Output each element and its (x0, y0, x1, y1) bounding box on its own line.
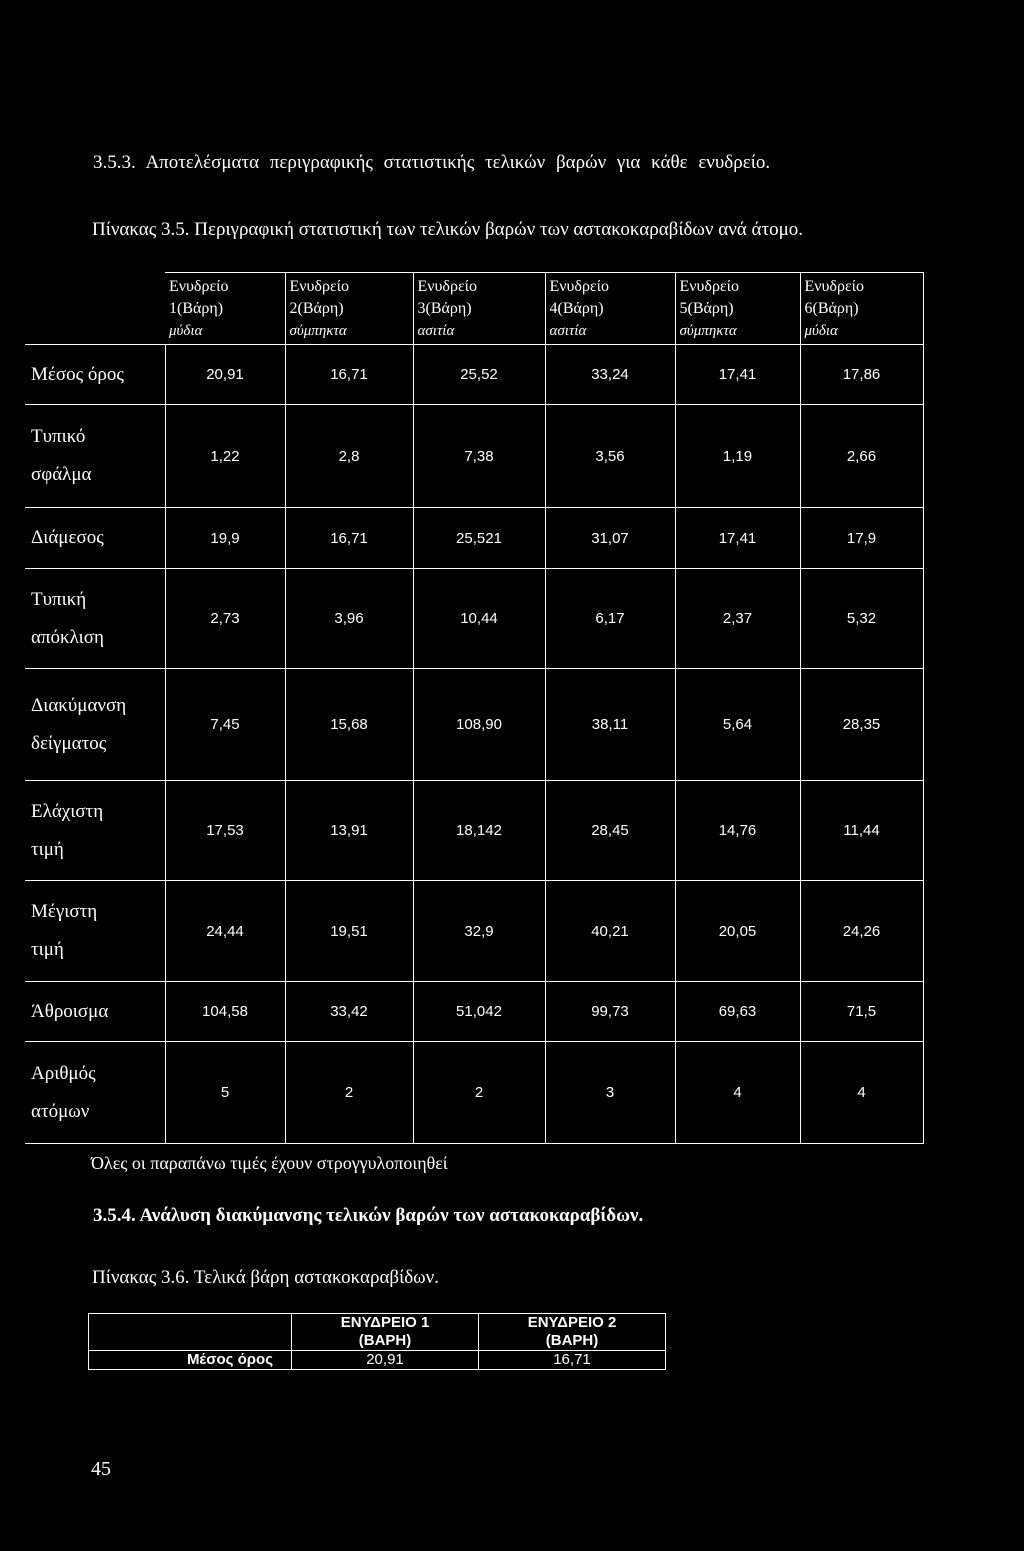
table-cell: 17,9 (800, 508, 923, 569)
table-cell: 4 (675, 1042, 800, 1144)
column-header-5: Ενυδρείο 5(Βάρη) σύμπηκτα (675, 273, 800, 345)
table-cell: 20,05 (675, 881, 800, 982)
rounding-note: Όλες οι παραπάνω τιμές έχουν στρογγυλοποιηθεί (91, 1153, 448, 1173)
table-cell: 20,91 (165, 345, 285, 405)
row-label: Μέγιστη τιμή (25, 881, 165, 982)
table-cell: 19,51 (285, 881, 413, 982)
table-cell: 17,41 (675, 345, 800, 405)
table-cell: 6,17 (545, 569, 675, 669)
table-row (25, 982, 923, 1042)
table-cell: 38,11 (545, 669, 675, 781)
table-cell: 2,37 (675, 569, 800, 669)
table-cell: 16,71 (285, 345, 413, 405)
column-header-2: Ενυδρείο 2(Βάρη) σύμπηκτα (285, 273, 413, 345)
table-cell: 24,26 (800, 881, 923, 982)
corner-cell (25, 273, 165, 345)
table-cell: 3,96 (285, 569, 413, 669)
table-cell: 17,53 (165, 781, 285, 881)
table-row (25, 1042, 923, 1144)
table-cell: 19,9 (165, 508, 285, 569)
table-cell: 28,35 (800, 669, 923, 781)
table-cell: 104,58 (165, 982, 285, 1042)
column-header-tank-1: ΕΝΥΔΡΕΙΟ 1 (ΒΑΡΗ) (292, 1314, 479, 1351)
table-cell: 13,91 (285, 781, 413, 881)
table-cell: 5,32 (800, 569, 923, 669)
table-row (25, 345, 923, 405)
column-header-3: Ενυδρείο 3(Βάρη) ασιτία (413, 273, 545, 345)
column-header-tank-2: ΕΝΥΔΡΕΙΟ 2 (ΒΑΡΗ) (479, 1314, 666, 1351)
row-label: Μέσος όρος (25, 345, 165, 405)
table-cell: 33,24 (545, 345, 675, 405)
corner-cell (89, 1314, 292, 1351)
row-label: Διακύμανση δείγματος (25, 669, 165, 781)
table-cell: 15,68 (285, 669, 413, 781)
table-cell: 16,71 (479, 1351, 666, 1370)
table-cell: 40,21 (545, 881, 675, 982)
row-label: Ελάχιστη τιμή (25, 781, 165, 881)
table-cell: 31,07 (545, 508, 675, 569)
table-cell: 1,22 (165, 405, 285, 508)
page-number: 45 (91, 1458, 111, 1480)
table-cell: 5,64 (675, 669, 800, 781)
table-cell: 33,42 (285, 982, 413, 1042)
table-row (25, 569, 923, 669)
table-cell: 17,41 (675, 508, 800, 569)
table-cell: 71,5 (800, 982, 923, 1042)
descriptive-stats-table (25, 272, 924, 1144)
table-cell: 25,52 (413, 345, 545, 405)
table-cell: 10,44 (413, 569, 545, 669)
table-cell: 24,44 (165, 881, 285, 982)
table-cell: 20,91 (292, 1351, 479, 1370)
table-cell: 99,73 (545, 982, 675, 1042)
table-cell: 3 (545, 1042, 675, 1144)
table-row (25, 669, 923, 781)
table-cell: 4 (800, 1042, 923, 1144)
table-cell: 7,45 (165, 669, 285, 781)
table-caption-3-6: Πίνακας 3.6. Τελικά βάρη αστακοκαραβίδων. (92, 1267, 440, 1288)
row-label: Διάμεσος (25, 508, 165, 569)
table-cell: 5 (165, 1042, 285, 1144)
table-cell: 2,73 (165, 569, 285, 669)
row-label: Άθροισμα (25, 982, 165, 1042)
table-cell: 14,76 (675, 781, 800, 881)
table-cell: 2,8 (285, 405, 413, 508)
final-weights-table (88, 1313, 666, 1370)
column-header-6: Ενυδρείο 6(Βάρη) μύδια (800, 273, 923, 345)
table-cell: 2 (413, 1042, 545, 1144)
table-cell: 16,71 (285, 508, 413, 569)
row-label: Αριθμός ατόμων (25, 1042, 165, 1144)
table-cell: 3,56 (545, 405, 675, 508)
row-label: Τυπικό σφάλμα (25, 405, 165, 508)
table-cell: 11,44 (800, 781, 923, 881)
table-cell: 1,19 (675, 405, 800, 508)
table-cell: 18,142 (413, 781, 545, 881)
table-cell: 2,66 (800, 405, 923, 508)
row-label: Τυπική απόκλιση (25, 569, 165, 669)
table-row (25, 881, 923, 982)
table-cell: 28,45 (545, 781, 675, 881)
table-cell: 51,042 (413, 982, 545, 1042)
row-label-mean: Μέσος όρος (89, 1351, 292, 1370)
section-heading: 3.5.3. Αποτελέσματα περιγραφικής στατιστικής τελικών βαρών για κάθε ενυδρείο. (93, 152, 771, 173)
table-cell: 17,86 (800, 345, 923, 405)
table-row (25, 781, 923, 881)
table-caption-3-5: Πίνακας 3.5. Περιγραφική στατιστική των τελικών βαρών των αστακοκαραβίδων ανά άτομο. (92, 219, 804, 240)
column-header-4: Ενυδρείο 4(Βάρη) ασιτία (545, 273, 675, 345)
table-cell: 108,90 (413, 669, 545, 781)
table-cell: 7,38 (413, 405, 545, 508)
table-cell: 32,9 (413, 881, 545, 982)
table-cell: 69,63 (675, 982, 800, 1042)
table-row (25, 508, 923, 569)
column-header-1: Ενυδρείο 1(Βάρη) μύδια (165, 273, 285, 345)
section-heading-anova: 3.5.4. Ανάλυση διακύμανσης τελικών βαρών των αστακοκαραβίδων. (93, 1205, 644, 1226)
table-row (25, 405, 923, 508)
table-cell: 25,521 (413, 508, 545, 569)
table-cell: 2 (285, 1042, 413, 1144)
